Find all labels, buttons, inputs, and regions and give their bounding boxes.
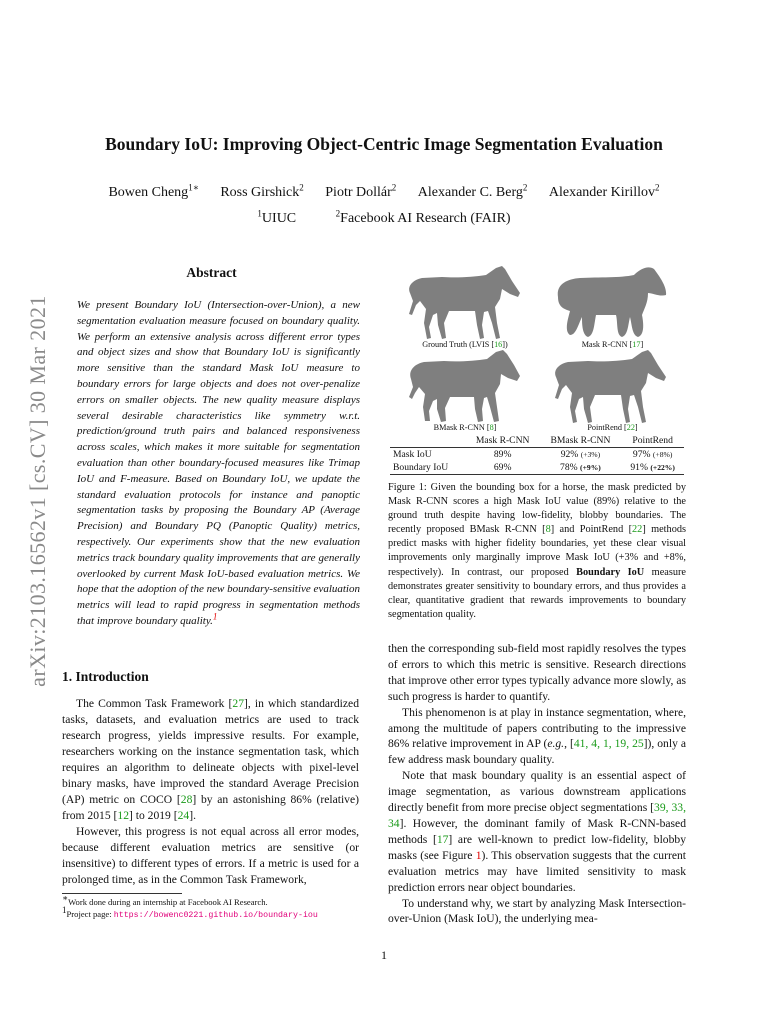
figure-link[interactable]: 1 <box>475 848 482 862</box>
figure-caption: Figure 1: Given the bounding box for a horse, the mask predicted by Mask R-CNN scores a high Mask IoU value (89%) relative to the ground truth despite having low-fidelity, blobby boundaries. The recently proposed BMask R-CNN [8] and PointRend [22] methods predict masks with higher fidelity boundaries, yet these clear visual improvements only marginally improve Mask IoU (+3% and +8%, respectively). In contrast, our proposed Boundary IoU measure demonstrates greater sensitivity to boundary errors, and thus provides a clear, quantitative gradient that rewards improvements to boundary segmentation quality. <box>388 482 686 620</box>
footnote-rule <box>62 893 182 894</box>
abstract-text: We present Boundary IoU (Intersection-over-Union), a new segmentation evaluation measure focused on boundary quality. We perform an extensive analysis across different error types and object sizes and show that Boundary IoU is significantly more sensitive than the standard Mask IoU measure to boundary errors for large objects and does not over-penalize errors on smaller objects. The new quality measure displays several desirable characteristics like symmetry w.r.t. prediction/ground truth pairs and balanced responsiveness across scales, which makes it more suitable for segmentation evaluation than other boundary-focused measures like Trimap IoU and F-measure. Based on Boundary IoU, we update the standard evaluation protocols for instance and panoptic segmentation tasks by proposing the Boundary AP (Average Precision) and Boundary PQ (Panoptic Quality) metrics, respectively. Our experiments show that the new evaluation metrics track boundary quality improvements that are generally overlooked by current Mask IoU-based evaluation metrics. We hope that the adoption of the new boundary-sensitive evaluation metrics will lead to rapid progress in segmentation methods that improve boundary quality.$^1$ <box>77 299 360 627</box>
table-row <box>390 461 684 475</box>
arxiv-stamp: arXiv:2103.16562v1 [cs.CV] 30 Mar 2021 <box>25 295 50 687</box>
table-cell: 69% <box>466 461 540 475</box>
citation-link[interactable]: 22 <box>626 423 635 432</box>
citation-link[interactable]: 27 <box>232 697 244 710</box>
affiliation: $^2$Facebook AI Research (FAIR) <box>335 208 511 226</box>
citation-link[interactable]: 8 <box>545 524 551 536</box>
abstract-heading: Abstract <box>186 265 237 280</box>
horse-mask-ground-truth <box>404 263 524 341</box>
horse-mask-maskrcnn <box>550 263 670 341</box>
citation-link[interactable]: 39, 33, 34 <box>388 801 686 830</box>
paragraph: then the corresponding sub-field most rapidly resolves the types of errors to which this metric is sensitive. Research directions that improve other error types typically advance more slowly, as such progress is harder to quantify. <box>388 642 687 703</box>
affiliation: $^1$UIUC <box>257 208 297 226</box>
figure-label-pointrend: PointRend [22] <box>587 423 638 432</box>
paragraph: To understand why, we start by analyzing Mask Intersection-over-Union (Mask IoU), the underlying mea- <box>388 896 686 926</box>
horse-mask-pointrend <box>550 347 670 425</box>
table-row <box>390 448 684 462</box>
table-cell: Boundary IoU <box>390 461 466 475</box>
figure-label-bmaskrcnn: BMask R-CNN [8] <box>433 423 497 432</box>
author: Ross Girshick$^2$ <box>220 182 304 200</box>
table-header <box>390 434 466 448</box>
table-cell: 97% (+8%) <box>632 449 673 460</box>
table-cell: 78% (+9%) <box>540 461 622 475</box>
citation-link[interactable]: 16 <box>494 340 503 349</box>
footnote: $^1$Project page: https://bowenc0221.github.io/boundary-iou <box>62 905 318 920</box>
right-column-text <box>388 641 686 927</box>
footnotes <box>62 893 362 922</box>
intro-column <box>62 696 359 888</box>
citation-link[interactable]: 24 <box>177 809 190 822</box>
table-header: Mask R-CNN <box>466 434 540 448</box>
paragraph: However, this progress is not equal across all error modes, because different evaluation metrics are sensitive (or insensitive) to different types of errors. If a metric is used for a prolonged time, as in the Common Task Framework, <box>62 825 359 886</box>
footnote-link[interactable]: 1 <box>212 611 218 622</box>
citation-link[interactable]: 17 <box>632 340 641 349</box>
table-header: PointRend <box>621 434 684 448</box>
figure-label-maskrcnn: Mask R-CNN [17] <box>581 340 644 349</box>
affiliation-list <box>0 208 768 227</box>
table-cell: Mask IoU <box>393 449 432 460</box>
author: Piotr Dollár$^2$ <box>325 182 397 200</box>
paper-title: Boundary IoU: Improving Object-Centric Image Segmentation Evaluation <box>105 134 663 154</box>
citation-link[interactable]: 41, 4, 1, 19, 25 <box>573 737 644 751</box>
citation-link[interactable]: 12 <box>117 809 129 822</box>
horse-mask-bmaskrcnn <box>404 347 524 425</box>
table-cell: 92% (+3%) <box>560 449 601 460</box>
table-cell: 89% <box>493 449 512 460</box>
paragraph: Note that mask boundary quality is an essential aspect of image segmentation, as various downstream applications directly benefit from more precise object segmentations [39, 33, 34]. However, the dominant family of Mask R-CNN-based methods [17] are well-known to predict low-fidelity, blobby masks (see Figure 1). This observation suggests that the current evaluation metrics may have limited sensitivity to mask prediction errors near object boundaries. <box>388 769 686 894</box>
citation-link[interactable]: 22 <box>632 524 643 536</box>
paragraph: The Common Task Framework [27], in which standardized tasks, datasets, and evaluation metrics are used to track research progress, yields impressive results. For example, researchers working on the instance segmentation task, which requires an algorithm to delineate objects with pixel-level binary masks, have improved the standard Average Precision (AP) metric on COCO [28] by an astonishing 86% (relative) from 2015 [12] to 2019 [24]. <box>62 697 359 822</box>
figure-label-ground-truth: Ground Truth (LVIS [16]) <box>422 340 508 349</box>
author-list <box>0 182 768 201</box>
section-heading: 1. Introduction <box>62 669 149 684</box>
author: Alexander C. Berg$^2$ <box>417 182 528 200</box>
citation-link[interactable]: 28 <box>180 793 193 806</box>
paragraph: This phenomenon is at play in instance segmentation, where, among the multitude of papers contributing to the impressive 86% relative improvement in AP (e.g., [41, 4, 1, 19, 25]), only a few address mask boundary quality. <box>388 705 686 767</box>
metrics-table <box>390 434 684 475</box>
author: Bowen Cheng$^{1∗}$ <box>108 182 199 200</box>
footnote: ∗Work done during an internship at Facebook AI Research. <box>62 893 268 907</box>
citation-link[interactable]: 8 <box>489 423 494 432</box>
author: Alexander Kirillov$^2$ <box>548 182 660 200</box>
page-number: 1 <box>381 948 387 962</box>
table-cell: 91% (+22%) <box>621 461 684 475</box>
table-header: BMask R-CNN <box>540 434 622 448</box>
table-header-row <box>390 434 684 448</box>
citation-link[interactable]: 17 <box>436 832 449 846</box>
project-page-link[interactable]: https://bowenc0221.github.io/boundary-iou <box>113 911 318 920</box>
